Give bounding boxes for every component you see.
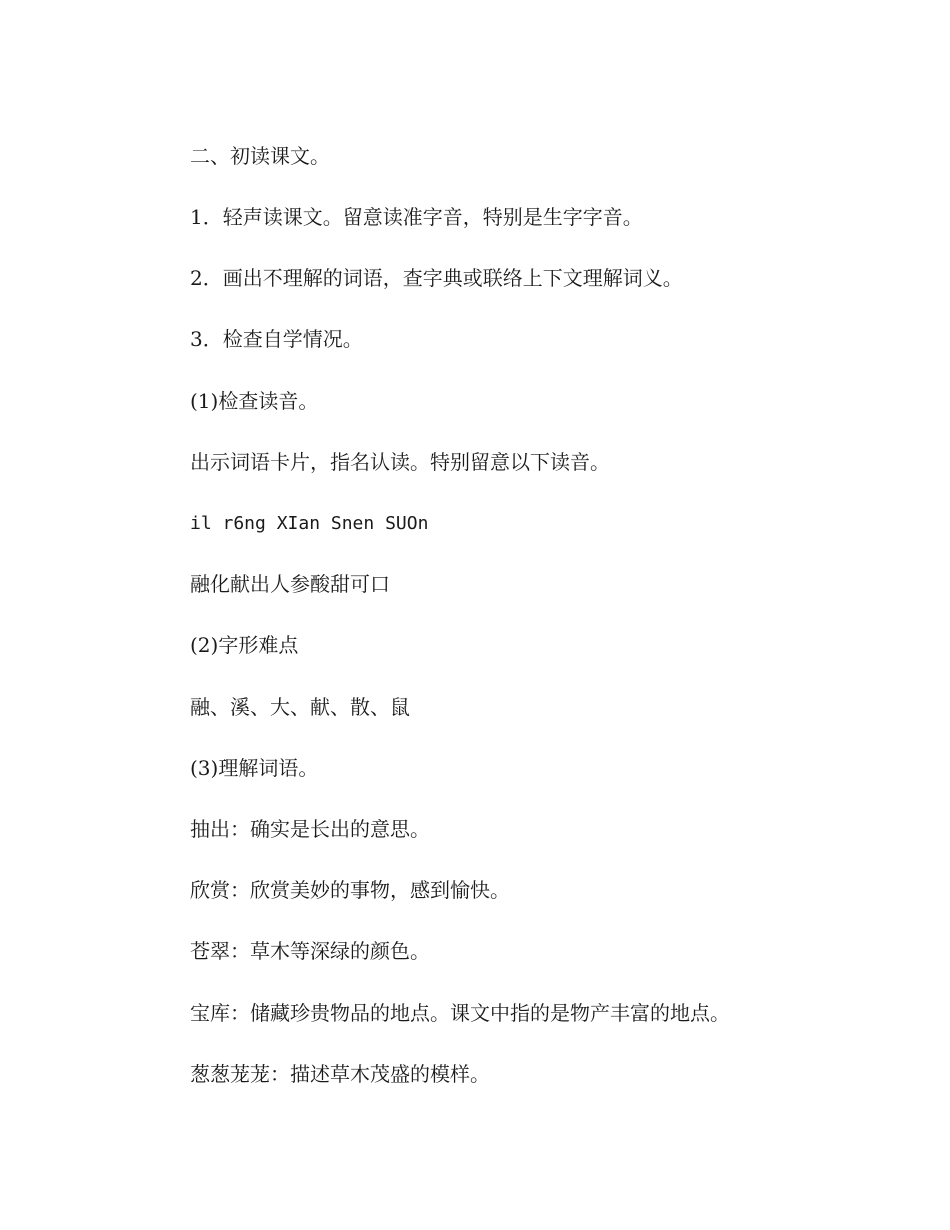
substep-pronunciation: (1)检查读音。 [190,389,319,413]
definition-xinshang: 欣赏：欣赏美妙的事物，感到愉快。 [190,878,510,902]
definition-cangcui: 苍翠：草木等深绿的颜色。 [190,939,430,963]
definition-chouchu: 抽出：确实是长出的意思。 [190,817,430,841]
glyph-characters: 融、溪、大、献、散、鼠 [190,695,410,719]
substep-meaning: (3)理解词语。 [190,756,319,780]
step-3: 3．检查自学情况。 [190,327,363,351]
definition-baoku: 宝库：储藏珍贵物品的地点。课文中指的是物产丰富的地点。 [190,1001,730,1025]
section-heading: 二、初读课文。 [190,144,330,168]
step-1: 1．轻声读课文。留意读准字音，特别是生字字音。 [190,205,643,229]
vocabulary-words: 融化献出人参酸甜可口 [190,572,390,596]
substep-glyph: (2)字形难点 [190,633,299,657]
instruction-line: 出示词语卡片，指名认读。特别留意以下读音。 [190,450,610,474]
definition-congcong: 葱葱茏茏：描述草木茂盛的模样。 [190,1062,490,1086]
pinyin-line: il r6ng XIan Snen SUOn [190,513,429,534]
step-2: 2．画出不理解的词语，查字典或联络上下文理解词义。 [190,266,683,290]
